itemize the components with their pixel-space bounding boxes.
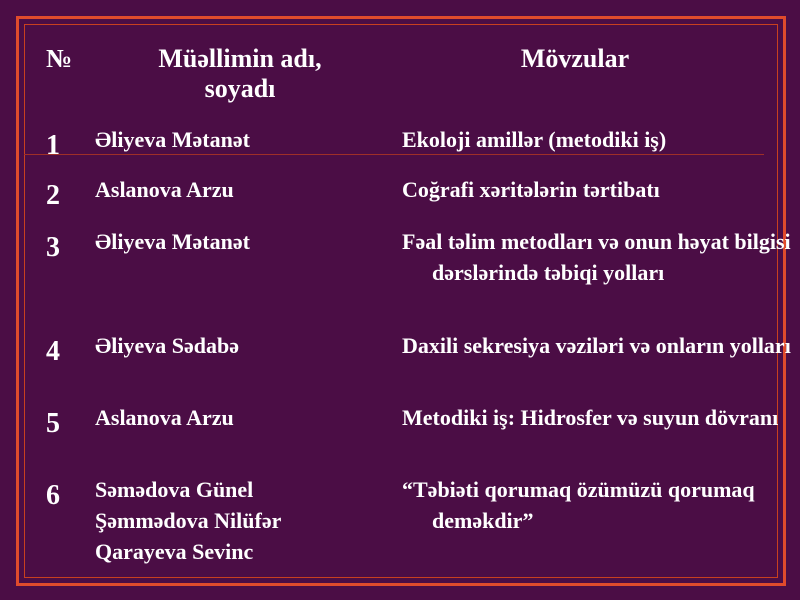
row-6-teacher-1: Səmədova Günel — [95, 477, 254, 502]
header-topics: Mövzular — [520, 44, 630, 73]
row-3-teacher: Əliyeva Mətanət — [95, 229, 250, 254]
header-teacher: Müəllimin adı, soyadı — [158, 44, 322, 103]
row-5-number: 5 — [46, 408, 60, 439]
row-4-teacher: Əliyeva Sədabə — [95, 333, 239, 358]
row-4-topic: Daxili sekresiya vəziləri və onların yolları — [402, 333, 791, 358]
row-4-number: 4 — [46, 336, 60, 367]
row-2-topic: Coğrafi xəritələrin tərtibatı — [402, 177, 660, 202]
row-6-teacher-2: Şəmmədova Nilüfər — [95, 508, 282, 533]
row-6-teacher-3: Qarayeva Sevinc — [95, 539, 254, 564]
row-6-topic: “Təbiəti qorumaq özümüzü qorumaq deməkdir” — [402, 477, 755, 533]
row-1-teacher: Əliyeva Mətanət — [95, 127, 250, 152]
header-number: № — [46, 44, 73, 73]
row-6-number: 6 — [46, 480, 60, 511]
row-3-number: 3 — [46, 232, 60, 263]
row-2-teacher: Aslanova Arzu — [95, 177, 234, 202]
row-5-teacher: Aslanova Arzu — [95, 405, 234, 430]
row-5-topic: Metodiki iş: Hidrosfer və suyun dövranı — [402, 405, 779, 430]
row-2-number: 2 — [46, 180, 60, 211]
row-3-topic: Fəal təlim metodları və onun həyat bilgisi dərslərində təbiqi yolları — [402, 229, 791, 285]
row-6-teachers — [95, 474, 385, 567]
row-1-number: 1 — [46, 130, 60, 161]
row-1-topic: Ekoloji amillər (metodiki iş) — [402, 127, 667, 152]
